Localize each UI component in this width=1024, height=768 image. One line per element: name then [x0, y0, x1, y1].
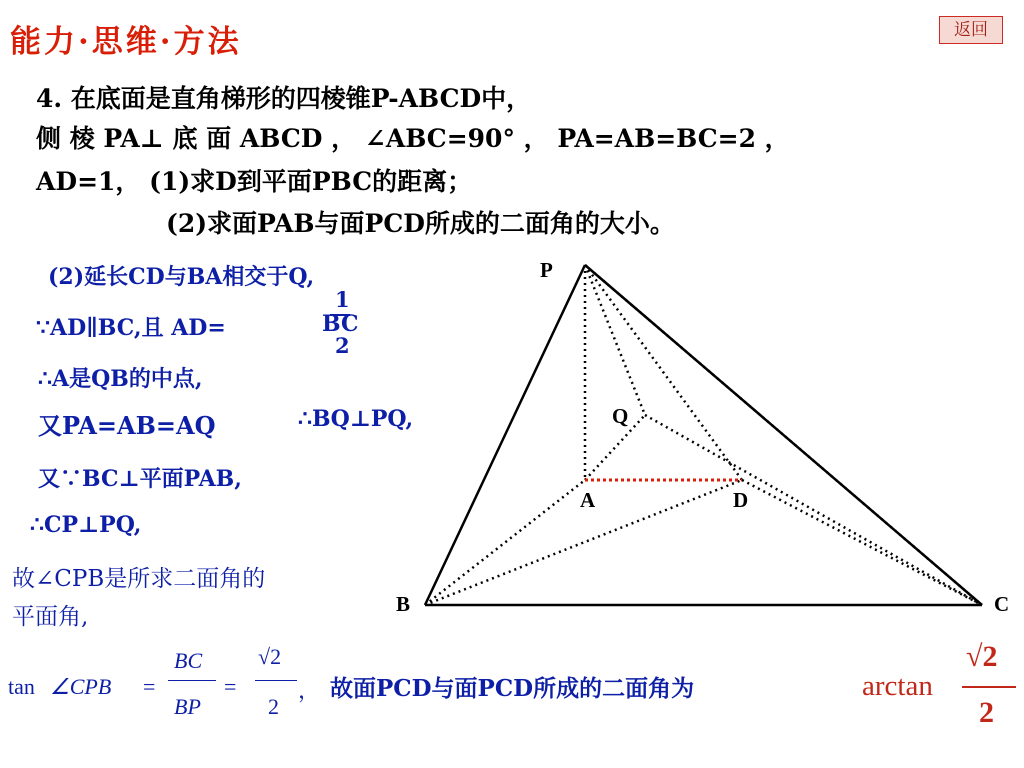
- label-p: P: [540, 258, 553, 282]
- edge-pq: [585, 265, 645, 415]
- formula-equals-2: =: [224, 674, 237, 699]
- label-c: C: [994, 592, 1010, 616]
- solution-step-4b: ∴BQ⊥PQ,: [298, 406, 414, 432]
- solution-bc: BC: [322, 311, 359, 337]
- half-denominator: 2: [335, 333, 350, 358]
- formula-tan: tan: [8, 674, 35, 699]
- back-button[interactable]: 返回: [939, 16, 1003, 44]
- formula-angle: ∠CPB: [50, 674, 112, 699]
- formula-comma: ，: [298, 678, 321, 703]
- problem-line-1: 4. 在底面是直角梯形的四棱锥P-ABCD中，: [36, 84, 532, 113]
- edge-pd: [585, 265, 742, 480]
- label-b: B: [396, 592, 411, 616]
- label-a: A: [580, 488, 596, 512]
- solution-step-6: ∴CP⊥PQ,: [30, 512, 142, 538]
- formula-two: 2: [268, 694, 279, 719]
- solution-step-5: 又∵BC⊥平面PAB,: [38, 466, 242, 492]
- edge-pb: [425, 265, 585, 605]
- edge-ba: [425, 480, 585, 605]
- solution-step-8: 平面角,: [12, 604, 89, 630]
- edge-qc: [645, 415, 982, 605]
- solution-step-2: ∵AD∥BC,且 AD=: [36, 315, 226, 341]
- label-d: D: [733, 488, 749, 512]
- formula-bp: BP: [174, 694, 201, 719]
- formula-bc: BC: [174, 648, 203, 673]
- answer-sqrt2: √2: [966, 640, 998, 673]
- formula-equals-1: =: [143, 674, 156, 699]
- problem-line-3: AD=1， (1)求D到平面PBC的距离；: [36, 167, 473, 196]
- conclusion-text: 故面PCD与面PCD所成的二面角为: [330, 675, 695, 702]
- problem-line-2: 侧 棱 PA⊥ 底 面 ABCD ， ∠ABC=90° ， PA=AB=BC=2 ，: [36, 124, 790, 153]
- answer-arctan: arctan: [862, 670, 933, 702]
- half-numerator: 1: [335, 287, 350, 312]
- edge-dc: [742, 480, 982, 605]
- solution-step-1: (2)延长CD与BA相交于Q,: [48, 264, 315, 290]
- solution-step-3: ∴A是QB的中点,: [38, 366, 203, 392]
- formula-sqrt2: √2: [258, 644, 282, 669]
- label-q: Q: [612, 404, 629, 428]
- page-title: 能力·思维·方法: [10, 24, 242, 60]
- answer-two: 2: [979, 696, 994, 729]
- solution-step-4a: 又PA=AB=AQ: [38, 411, 216, 440]
- problem-line-4: (2)求面PAB与面PCD所成的二面角的大小。: [166, 209, 675, 238]
- solution-step-7: 故∠CPB是所求二面角的: [12, 566, 266, 592]
